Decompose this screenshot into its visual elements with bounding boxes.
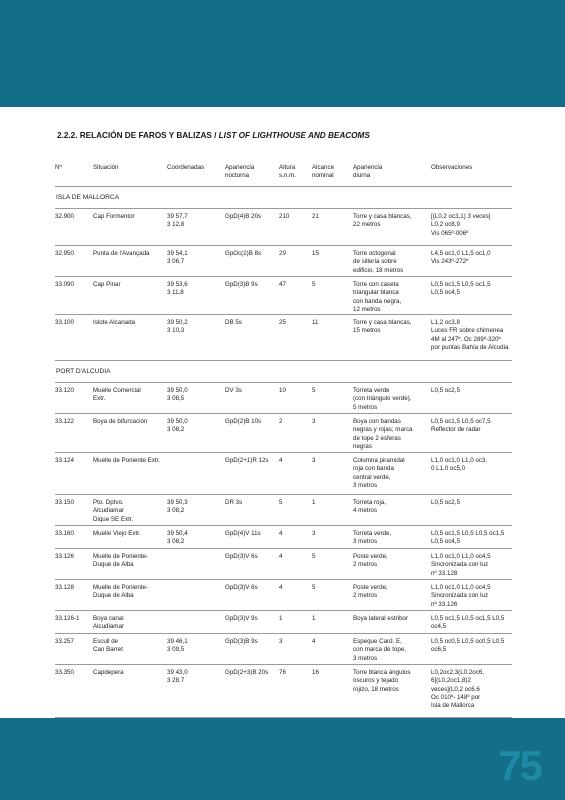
cell-coordinates: 39 54,1 3 06,7 [167,250,188,266]
table-row [55,580,512,611]
cell-number: 32.900 [55,213,74,220]
cell-range: 21 [312,213,319,220]
cell-day-appearance: Columna piramidal roja con banda central verde, 3 metros [353,457,405,490]
cell-range: 3 [312,418,316,425]
cell-night-appearance: GpD(2+1)R 12s [225,457,269,464]
cell-range: 15 [312,250,319,257]
cell-night-appearance: DV 3s [225,387,242,394]
cell-height: 4 [279,530,283,537]
table-row [55,453,512,495]
section-header-row [55,361,512,383]
heading-spanish: 2.2.2. RELACIÓN DE FAROS Y BALIZAS / [57,131,219,140]
cell-height: 210 [279,213,290,220]
cell-coordinates: 39 50,2 3 10,3 [167,319,188,335]
col-header-coordinates: Coordenadas [167,164,205,171]
table-row [55,526,512,549]
cell-night-appearance: GpD(3)V 6s [225,553,258,560]
cell-coordinates: 39 53,6 3 11,8 [167,281,188,297]
table-row [55,414,512,453]
cell-range: 5 [312,281,316,288]
cell-range: 5 [312,553,316,560]
cell-location: Cap Formentor [93,213,135,220]
cell-height: 25 [279,319,286,326]
cell-observations: L0,2oc2,3(L0,2oc6, 6](L0,2oc1,8)2 veces](L0,2 oc6,6 Oc 010º- 148º por Isla de Mallorca [431,669,484,710]
cell-height: 4 [279,553,283,560]
cell-location: Muelle de Poniente Extr. [93,457,161,464]
cell-night-appearance: GpD(3)B 9s [225,281,258,288]
cell-observations: [(L0,2 oc3,1) 3 veces] L0,2 oc8,9 Vis 065º-006º [431,213,491,237]
cell-height: 1 [279,615,283,622]
col-header-location: Situación [93,164,119,171]
cell-observations: L0,5 oc1,5 L0,5 oc7,5 Reflector de radar [431,418,491,434]
cell-coordinates: 39 57,7 3 12,8 [167,213,188,229]
cell-night-appearance: GpD(2+3)B 20s [225,669,269,676]
cell-height: 5 [279,499,283,506]
table-row [55,315,512,361]
cell-range: 3 [312,530,316,537]
cell-location: Islote Alcanada [93,319,135,326]
table-row [55,383,512,414]
cell-number: 33.120 [55,387,74,394]
cell-height: 2 [279,418,283,425]
col-header-height: Altura s.n.m. [279,164,296,180]
cell-height: 4 [279,584,283,591]
cell-day-appearance: Poste verde, 2 metros [353,584,388,600]
cell-location: Boya de bifurcación [93,418,148,425]
cell-number: 33.126 [55,553,74,560]
cell-observations: L0,5 oc2,5 [431,387,460,394]
cell-range: 5 [312,584,316,591]
cell-day-appearance: Torre octogonal de sillería sobre edificio, 18 metros [353,250,404,274]
table-row [55,634,512,665]
col-header-number: Nº [55,164,62,171]
section-title: PORT D'ALCUDIA [56,368,111,375]
top-color-band [0,0,565,107]
cell-day-appearance: Poste verde, 2 metros [353,553,388,569]
cell-day-appearance: Espeque Card. E, con marca de tope, 3 metros [353,638,406,662]
cell-number: 33.124 [55,457,74,464]
cell-number: 33.122 [55,418,74,425]
cell-location: Muelle Comercial Extr. [93,387,141,403]
table-row [55,277,512,315]
cell-day-appearance: Boya lateral estribor [353,615,409,622]
cell-observations: L0,5 oc2,5 [431,499,460,506]
cell-observations: L0,5 oc1,5 L0,5 oc1,5 L0,5 oc4,5 [431,615,505,631]
table-row [55,611,512,634]
table-row [55,209,512,246]
cell-day-appearance: Boya con bandas negras y rojas; marca de tope 2 esferas negras [353,418,413,451]
cell-day-appearance: Torre blanca ángulos oscuros y tejado rojizo, 18 metros [353,669,411,693]
cell-observations: L0,5 oc0,5 L0,5 oc0,5 L0,5 oc6,5 [431,638,505,654]
cell-day-appearance: Torre y casa blancas, 15 metros [353,319,412,335]
section-header-row [55,187,512,209]
cell-observations: L0,5 oc1,5 L0,5 L0,5 oc1,5 L0,5 oc4,5 [431,530,505,546]
cell-day-appearance: Torreta verde (con triángulo verde), 5 metros [353,387,412,411]
col-header-day-appearance: Apariencia diurna [353,164,383,180]
cell-range: 1 [312,499,316,506]
cell-night-appearance: GpD(4)V 11s [225,530,261,537]
cell-night-appearance: GpD(4)B 20s [225,213,262,220]
cell-night-appearance: DR 3s [225,499,243,506]
cell-night-appearance: GpD(3)B 9s [225,638,258,645]
cell-height: 4 [279,457,283,464]
cell-number: 33.160 [55,530,74,537]
table-row [55,495,512,526]
cell-height: 3 [279,638,283,645]
cell-night-appearance: DB 5s [225,319,242,326]
cell-night-appearance: GpOc(2)B 8s [225,250,262,257]
cell-observations: L1,0 oc1,0 L1,0 oc4,5 Sincronizada con luz nº 33.128 [431,553,491,577]
cell-number: 33.090 [55,281,74,288]
heading-english: LIST OF LIGHTHOUSE AND BEACOMS [218,131,370,140]
col-header-night-appearance: Apariencia nocturna [225,164,255,180]
cell-number: 33.350 [55,669,74,676]
cell-day-appearance: Torreta roja, 4 metros [353,499,387,515]
cell-night-appearance: GpD(3)V 6s [225,584,258,591]
cell-height: 29 [279,250,286,257]
cell-number: 33.100 [55,319,74,326]
cell-location: Escull de Can Barret [93,638,123,654]
cell-observations: L0,5 oc1,5 L0,5 oc1,5 L0,5 oc4,5 [431,281,491,297]
col-header-range: Alcance nominal [312,164,335,180]
cell-location: Muelle de Poniente- Duque de Alba [93,584,149,600]
cell-coordinates: 39 50,3 3 08,2 [167,499,188,515]
cell-range: 11 [312,319,319,326]
cell-height: 47 [279,281,286,288]
cell-day-appearance: Torre con caseta triangular blanca con banda negra, 12 metros [353,281,402,314]
cell-number: 33.128 [55,584,74,591]
cell-number: 33.126-1 [55,615,80,622]
cell-height: 10 [279,387,286,394]
col-header-observations: Observaciones [431,164,473,171]
cell-observations: L4,5 oc1,0 L1,5 oc1,0 Vis 243º-272º [431,250,491,266]
cell-range: 16 [312,669,319,676]
cell-range: 4 [312,638,316,645]
cell-coordinates: 39 50,0 3 08,5 [167,387,188,403]
cell-coordinates: 39 50,0 3 08,2 [167,418,188,434]
bottom-color-band [0,718,565,800]
table-row [55,549,512,580]
cell-location: Muelle de Poniente- Duque de Alba [93,553,149,569]
cell-coordinates: 39 43,0 3 28,7 [167,669,188,685]
cell-day-appearance: Torreta verde, 3 metros [353,530,392,546]
cell-observations: L1,0 oc1,0 L1,0 oc4,5 Sincronizada con luz nº 33.126 [431,584,491,608]
cell-location: Pto. Dptvo. Alcudiamar Dique SE Extr. [93,499,134,523]
cell-range: 5 [312,387,316,394]
cell-range: 3 [312,457,316,464]
cell-coordinates: 39 50,4 3 08,2 [167,530,188,546]
cell-observations: L1,0 oc1,0 L1,0 oc3, 0 L1,0 oc5,0 [431,457,488,473]
page-heading [57,131,527,140]
cell-night-appearance: GpD(2)B 10s [225,418,262,425]
lighthouse-table [55,160,512,749]
cell-number: 33.257 [55,638,74,645]
cell-height: 76 [279,669,286,676]
cell-number: 33.150 [55,499,74,506]
cell-day-appearance: Torre y casa blancas, 22 metros [353,213,412,229]
cell-number: 32.950 [55,250,74,257]
cell-location: Punta de l'Avançada [93,250,150,257]
cell-observations: L1,2 oc3,8 Luces FR sobre chimenea 4M al 247º. Oc 289º-320º por puntas Bahía de Alcudia [431,319,509,352]
cell-location: Boya canal Alcudiamar [93,615,124,631]
table-row [55,665,512,718]
cell-range: 1 [312,615,316,622]
page-number: 75 [498,742,541,789]
cell-coordinates: 39 46,1 3 09,5 [167,638,188,654]
cell-location: Capdepera [93,669,124,676]
table-row [55,246,512,277]
cell-location: Muelle Viejo Extr. [93,530,141,537]
cell-night-appearance: GpD(3)V 9s [225,615,258,622]
table-header-row [55,160,512,187]
cell-location: Cap Pinar [93,281,121,288]
section-title: ISLA DE MALLORCA [56,194,120,201]
